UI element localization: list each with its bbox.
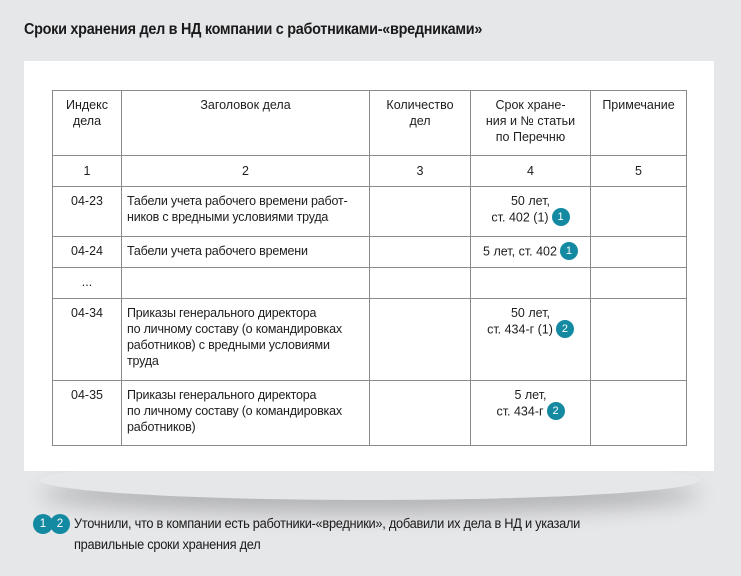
column-number: 4: [471, 156, 591, 187]
header-term: Срок хране- ния и № статьи по Перечню: [471, 91, 591, 156]
cell-note: [591, 187, 687, 237]
footnote-badge-1-icon: 1: [33, 514, 53, 534]
cell-title: Табели учета рабочего времени работ- ников с вредными условиями труда: [122, 187, 370, 237]
header-count: Количество дел: [370, 91, 471, 156]
cell-note: [591, 381, 687, 446]
cell-index: ...: [53, 268, 122, 299]
table-row: [53, 299, 687, 381]
footnote: [33, 513, 713, 555]
cell-term: 50 лет, ст. 402 (1) 1: [471, 187, 591, 237]
cell-term: 50 лет, ст. 434-г (1) 2: [471, 299, 591, 381]
cell-count: [370, 381, 471, 446]
cell-index: 04-23: [53, 187, 122, 237]
column-number-row: [53, 156, 687, 187]
column-number: 2: [122, 156, 370, 187]
cell-note: [591, 237, 687, 268]
column-number: 1: [53, 156, 122, 187]
cell-term: 5 лет, ст. 402 1: [471, 237, 591, 268]
cell-count: [370, 299, 471, 381]
cell-title: Табели учета рабочего времени: [122, 237, 370, 268]
cell-title: [122, 268, 370, 299]
cell-count: [370, 268, 471, 299]
header-row: [53, 91, 687, 156]
footnote-badge-icon: 2: [547, 402, 565, 420]
cell-title: Приказы генерального директора по личному составу (о командировках работников): [122, 381, 370, 446]
footnote-badge-icon: 2: [556, 320, 574, 338]
footnote-badges: [33, 514, 73, 534]
cell-index: 04-34: [53, 299, 122, 381]
table-row: [53, 237, 687, 268]
header-note: Примечание: [591, 91, 687, 156]
cell-count: [370, 237, 471, 268]
cell-note: [591, 299, 687, 381]
table-row: [53, 187, 687, 237]
header-index: Индекс дела: [53, 91, 122, 156]
footnote-badge-icon: 1: [552, 208, 570, 226]
column-number: 3: [370, 156, 471, 187]
cell-index: 04-35: [53, 381, 122, 446]
column-number: 5: [591, 156, 687, 187]
retention-table: [52, 90, 687, 446]
cell-note: [591, 268, 687, 299]
cell-title: Приказы генерального директора по личному составу (о командировках работников) с вредными условиями труда: [122, 299, 370, 381]
page-title: Сроки хранения дел в НД компании с работниками-«вредниками»: [24, 21, 483, 38]
footnote-badge-2-icon: 2: [50, 514, 70, 534]
footnote-text: Уточнили, что в компании есть работники-«вредники», добавили их дела в НД и указали правильные сроки хранения дел: [74, 516, 581, 552]
cell-term: 5 лет, ст. 434-г 2: [471, 381, 591, 446]
table-row: [53, 381, 687, 446]
header-title: Заголовок дела: [122, 91, 370, 156]
cell-index: 04-24: [53, 237, 122, 268]
table-row: [53, 268, 687, 299]
cell-term: [471, 268, 591, 299]
cell-count: [370, 187, 471, 237]
footnote-badge-icon: 1: [560, 242, 578, 260]
